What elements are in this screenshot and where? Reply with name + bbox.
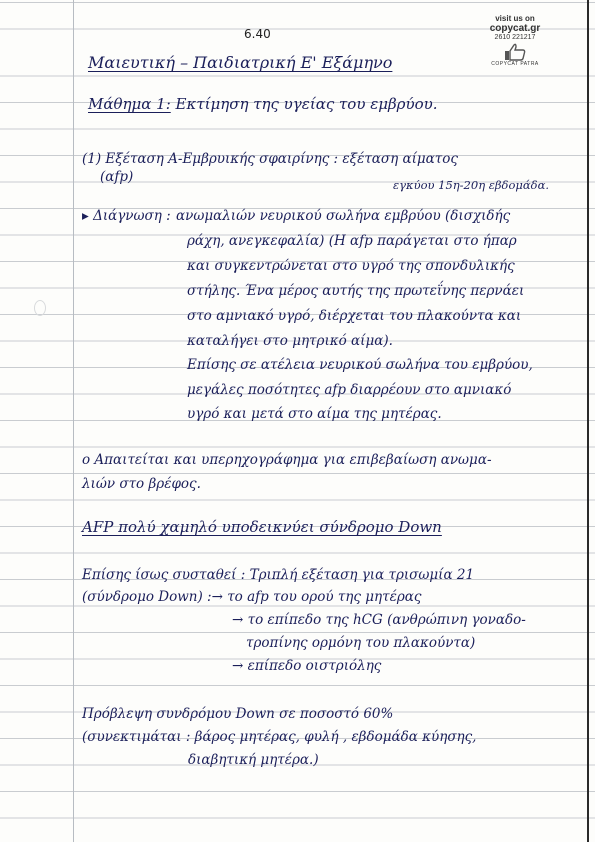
exam-line-2: (αfp)	[100, 169, 134, 185]
triple-line-3: → το επίπεδο της hCG (ανθρώπινη γοναδο-	[232, 612, 526, 628]
thumbs-up-icon	[504, 43, 526, 61]
diagnosis-line: καταλήγει στο μητρικό αίμα).	[187, 333, 393, 349]
page-number: 6.40	[244, 27, 271, 41]
lesson-label: Μάθημα 1:	[88, 95, 171, 113]
margin-line	[73, 0, 74, 842]
lesson-title: Εκτίμηση της υγείας του εμβρύου.	[175, 95, 438, 113]
page-title: Μαιευτική – Παιδιατρική Ε' Εξάμηνο	[88, 53, 393, 72]
diagnosis-label: ▸ Διάγνωση :	[82, 208, 171, 224]
lesson-heading	[88, 96, 438, 112]
diagnosis-line: Επίσης σε ατέλεια νευρικού σωλήνα του εμβρύου,	[187, 357, 533, 373]
triple-line-5: → επίπεδο οιστριόλης	[232, 658, 382, 674]
copycat-logo	[475, 14, 555, 67]
note-line-1: ο Απαιτείται και υπερηχογράφημα για επιβεβαίωση ανωμα-	[82, 452, 492, 468]
afp-heading: AFP πολύ χαμηλό υποδεικνύει σύνδρομο Down	[82, 518, 442, 536]
prediction-line-2: (συνεκτιμάται : βάρος μητέρας, φυλή , εβδομάδα κύησης,	[82, 729, 477, 745]
diagnosis-line: στήλης. Ένα μέρος αυτής της πρωτεΐνης περνάει	[187, 283, 525, 299]
diagnosis-line: υγρό και μετά στο αίμα της μητέρας.	[187, 406, 442, 422]
logo-tagline: visit us on	[495, 14, 535, 23]
triple-line-2: (σύνδρομο Down) :→ το afp του ορού της μητέρας	[82, 589, 422, 605]
exam-line-1: (1) Εξέταση Α-Εμβρυικής σφαιρίνης : εξέταση αίματος	[82, 151, 458, 167]
diagnosis-line: στο αμνιακό υγρό, διέρχεται του πλακούντα και	[187, 308, 522, 324]
note-line-2: λιών στο βρέφος.	[82, 476, 201, 492]
exam-line-3: εγκύου 15η-20η εβδομάδα.	[393, 178, 549, 192]
prediction-line-3: διαβητική μητέρα.)	[188, 752, 319, 768]
diagnosis-line: και συγκεντρώνεται στο υγρό της σπονδυλικής	[187, 258, 515, 274]
prediction-line-1: Πρόβλεψη συνδρόμου Down σε ποσοστό 60%	[82, 706, 394, 722]
logo-phone: 2610 221217	[494, 34, 536, 41]
logo-brand: COPYCAT PATRA	[491, 61, 539, 67]
diagnosis-line: ανωμαλιών νευρικού σωλήνα εμβρύου (δισχιδής	[176, 208, 511, 224]
logo-site: copycat.gr	[489, 23, 541, 34]
diagnosis-line: ράχη, ανεγκεφαλία) (Η αfp παράγεται στο ήπαρ	[187, 233, 517, 249]
punch-hole	[34, 300, 46, 316]
triple-line-1: Επίσης ίσως συσταθεί : Τριπλή εξέταση για τρισωμία 21	[82, 567, 475, 583]
page-edge	[587, 0, 589, 842]
triple-line-4: τροπίνης ορμόνη του πλακούντα)	[246, 635, 476, 651]
diagnosis-line: μεγάλες ποσότητες afp διαρρέουν στο αμνιακό	[187, 382, 512, 398]
